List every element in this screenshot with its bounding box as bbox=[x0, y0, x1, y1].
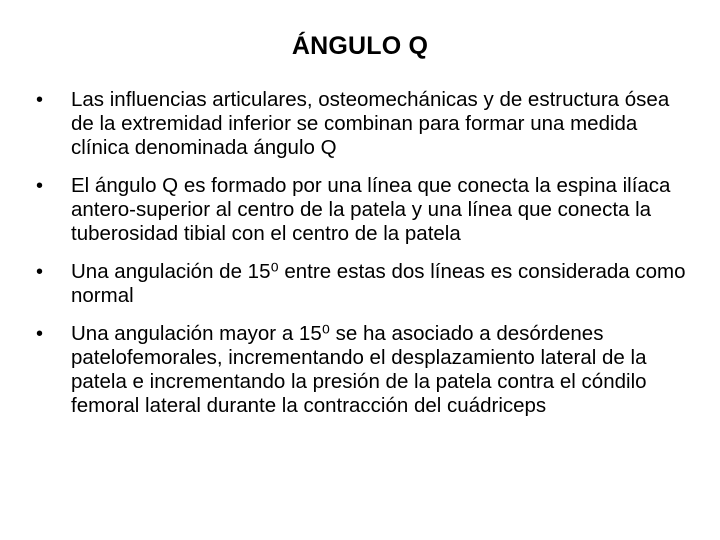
bullet-text-1: Las influencias articulares, osteomechánicas y de estructura ósea de la extremidad inferior se combinan para formar una medida clínica denominada ángulo Q bbox=[71, 88, 670, 159]
bullet-point-icon: • bbox=[36, 261, 44, 283]
bullet-point-icon: • bbox=[36, 175, 44, 197]
bullet-item-4 bbox=[36, 322, 686, 418]
bullet-item-2 bbox=[36, 174, 686, 246]
bullet-item-1 bbox=[36, 88, 686, 160]
bullet-point-icon: • bbox=[36, 323, 44, 345]
bullet-text-3: Una angulación de 15⁰ entre estas dos líneas es considerada como normal bbox=[71, 260, 686, 307]
bullet-text-2: El ángulo Q es formado por una línea que conecta la espina ilíaca antero-superior al centro de la patela y una línea que conecta la tuberosidad tibial con el centro de la patela bbox=[71, 174, 671, 245]
bullet-list bbox=[36, 88, 686, 432]
bullet-point-icon: • bbox=[36, 89, 44, 111]
bullet-item-3 bbox=[36, 260, 686, 308]
slide-title: ÁNGULO Q bbox=[291, 32, 429, 60]
bullet-text-4: Una angulación mayor a 15⁰ se ha asociado a desórdenes patelofemorales, incrementando el desplazamiento lateral de la patela e incrementando la presión de la patela contra el cóndilo femoral lateral durante la contracción del cuádriceps bbox=[71, 322, 647, 417]
